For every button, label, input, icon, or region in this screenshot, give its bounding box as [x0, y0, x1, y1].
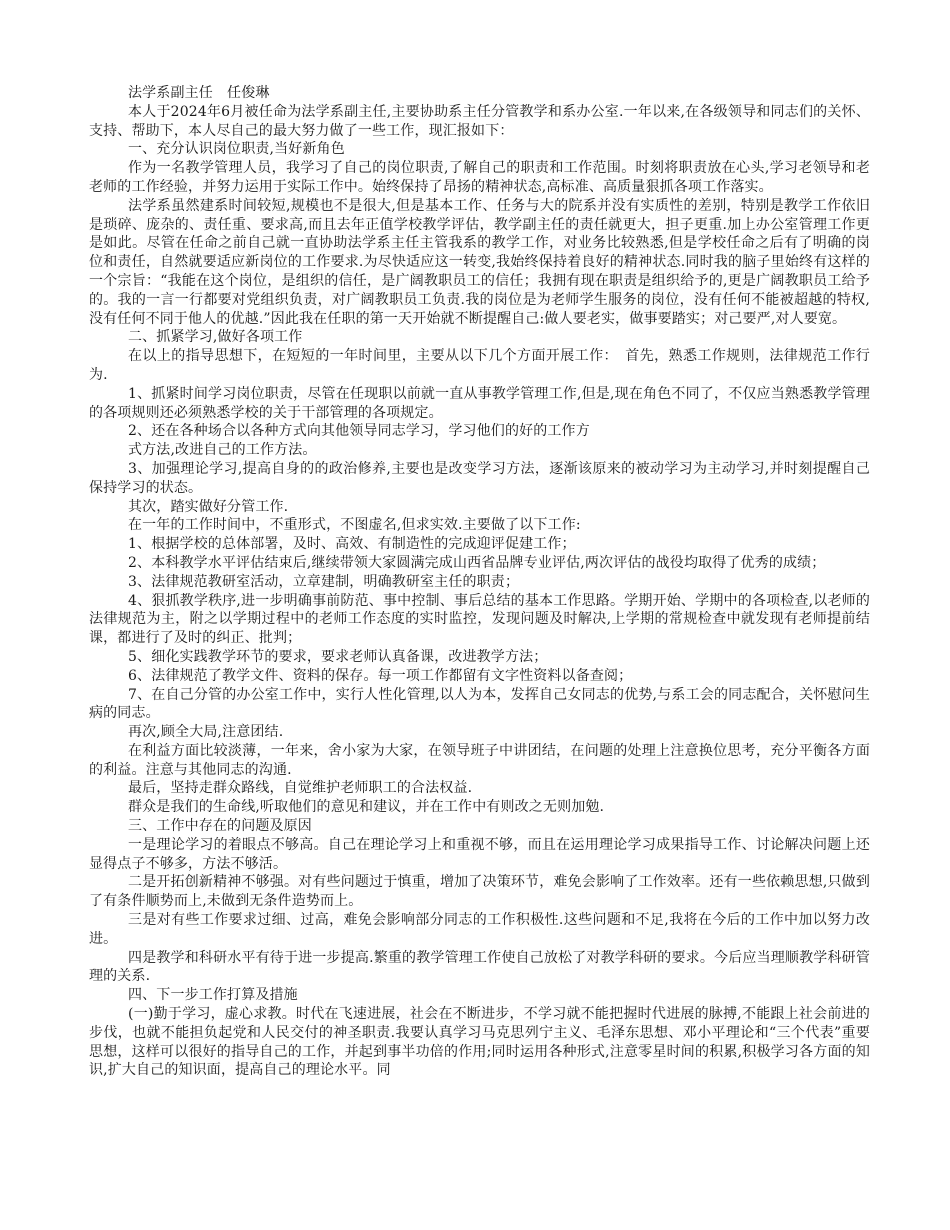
paragraph: 式方法,改进自己的工作方法。: [128, 442, 317, 459]
paragraph: 4、狠抓教学秩序,进一步明确事前防范、事中控制、事后总结的基本工作思路。学期开始、学期中的各项检查,以老师的法律规范为主，附之以学期过程中的老师工作态度的实时监控，发现问题及时解决,上学期的常规检查中就发现有老师提前结课，都进行了及时的纠正、批判；: [89, 592, 870, 647]
paragraph: 四是教学和科研水平有待于进一步提高.繁重的教学管理工作使自己放松了对教学科研的要求。今后应当理顺教学科研管理的关系.: [89, 949, 870, 985]
paragraph: 四、下一步工作打算及措施: [128, 987, 298, 1004]
paragraph: 三、工作中存在的问题及原因: [128, 818, 312, 835]
paragraph: 7、在自己分管的办公室工作中，实行人性化管理,以人为本，发挥自己女同志的优势,与系工会的同志配合，关怀慰问生病的同志。: [89, 686, 870, 722]
paragraph: 群众是我们的生命线,听取他们的意见和建议，并在工作中有则改之无则加勉.: [128, 799, 605, 816]
paragraph: 法学系副主任 任俊琳: [128, 85, 270, 101]
paragraph: 法学系虽然建系时间较短,规模也不是很大,但是基本工作、任务与大的院系并没有实质性的差别，特别是教学工作依旧是琐碎、庞杂的、责任重、要求高,而且去年正值学校教学评估，教学副主任的责任就更大，担子更重.加上办公室管理工作更是如此。尽管在任命之前自己就一直协助法学系主任主管我系的教学工作，对业务比较熟悉,但是学校任命之后有了明确的岗位和责任，自然就要适应新岗位的工作要求.为尽快适应这一转变,我始终保持着良好的精神状态.同时我的脑子里始终有这样的一个宗旨：“我能在这个岗位，是组织的信任，是广阔教职员工的信任；我拥有现在职责是组织给予的,更是广阔教职员工给予的。我的一言一行都要对党组织负责，对广阔教职员工负责.我的岗位是为老师学生服务的岗位，没有任何不能被超越的特权,没有任何不同于他人的优越.”因此我在任职的第一天开始就不断提醒自己:做人要老实，做事要踏实；对己要严,对人要宽。: [89, 197, 870, 327]
paragraph: (一)勤于学习，虚心求教。时代在飞速进展，社会在不断进步，不学习就不能把握时代进展的脉搏,不能跟上社会前进的步伐，也就不能担负起党和人民交付的神圣职责.我要认真学习马克思列宁主义、毛泽东思想、邓小平理论和“三个代表”重要思想，这样可以很好的指导自己的工作，并起到事半功倍的作用;同时运用各种形式,注意零星时间的积累,积极学习各方面的知识,扩大自己的知识面，提高自己的理论水平。同: [89, 1006, 870, 1079]
paragraph: 2、还在各种场合以各种方式向其他领导同志学习，学习他们的好的工作方: [128, 423, 590, 440]
paragraph: 一、充分认识岗位职责,当好新角色: [128, 141, 345, 158]
paragraph: 6、法律规范了教学文件、资料的保存。每一项工作都留有文字性资料以备查阅；: [128, 667, 633, 684]
paragraph: 5、细化实践教学环节的要求，要求老师认真备课，改进教学方法；: [128, 648, 548, 665]
paragraph: 3、加强理论学习,提高自身的的政治修养,主要也是改变学习方法，逐渐该原来的被动学习为主动学习,并时刻提醒自己保持学习的状态。: [89, 460, 870, 496]
paragraph: 其次，踏实做好分管工作.: [128, 498, 289, 515]
paragraph: 1、根据学校的总体部署，及时、高效、有制造性的完成迎评促建工作；: [128, 536, 576, 553]
paragraph: 在以上的指导思想下，在短短的一年时间里，主要从以下几个方面开展工作： 首先，熟悉工作规则，法律规范工作行为.: [89, 348, 870, 383]
paragraph: 1、抓紧时间学习岗位职责，尽管在任现职以前就一直从事教学管理工作,但是,现在角色不同了，不仅应当熟悉教学管理的各项规则还必须熟悉学校的关于干部管理的各项规定。: [89, 385, 870, 421]
paragraph: 二是开拓创新精神不够强。对有些问题过于慎重，增加了决策环节，难免会影响了工作效率。还有一些依赖思想,只做到了有条件顺势而上,未做到无条件造势而上。: [89, 874, 870, 910]
paragraph: 一是理论学习的着眼点不够高。自己在理论学习上和重视不够，而且在运用理论学习成果指导工作、讨论解决问题上还显得点子不够多，方法不够活。: [89, 836, 870, 872]
paragraph: 2、本科教学水平评估结束后,继续带领大家圆满完成山西省品牌专业评估,两次评估的战役均取得了优秀的成绩；: [128, 554, 826, 571]
paragraph: 三是对有些工作要求过细、过高，难免会影响部分同志的工作积极性.这些问题和不足,我将在今后的工作中加以努力改进。: [89, 912, 870, 947]
paragraph: 在一年的工作时间中，不重形式，不图虚名,但求实效.主要做了以下工作:: [128, 517, 581, 534]
paragraph: 本人于2024年6月被任命为法学系副主任,主要协助系主任分管教学和系办公室.一年以来,在各级领导和同志们的关怀、支持、帮助下，本人尽自己的最大努力做了一些工作，现汇报如下：: [89, 103, 870, 139]
paragraph: 3、法律规范教研室活动，立章建制，明确教研室主任的职责；: [128, 573, 520, 590]
paragraph: 作为一名教学管理人员，我学习了自己的岗位职责,了解自己的职责和工作范围。时刻将职责放在心头,学习老领导和老老师的工作经验，并努力运用于实际工作中。始终保持了昂扬的精神状态,高标准、高质量狠抓各项工作落实。: [89, 160, 870, 195]
paragraph: 在利益方面比较淡薄，一年来，舍小家为大家，在领导班子中讲团结，在问题的处理上注意换位思考，充分平衡各方面的利益。注意与其他同志的沟通.: [89, 742, 870, 778]
paragraph: 再次,顾全大局,注意团结.: [128, 724, 284, 741]
paragraph: 最后，坚持走群众路线，自觉维护老师职工的合法权益.: [128, 780, 473, 797]
paragraph: 二、抓紧学习,做好各项工作: [128, 329, 303, 346]
